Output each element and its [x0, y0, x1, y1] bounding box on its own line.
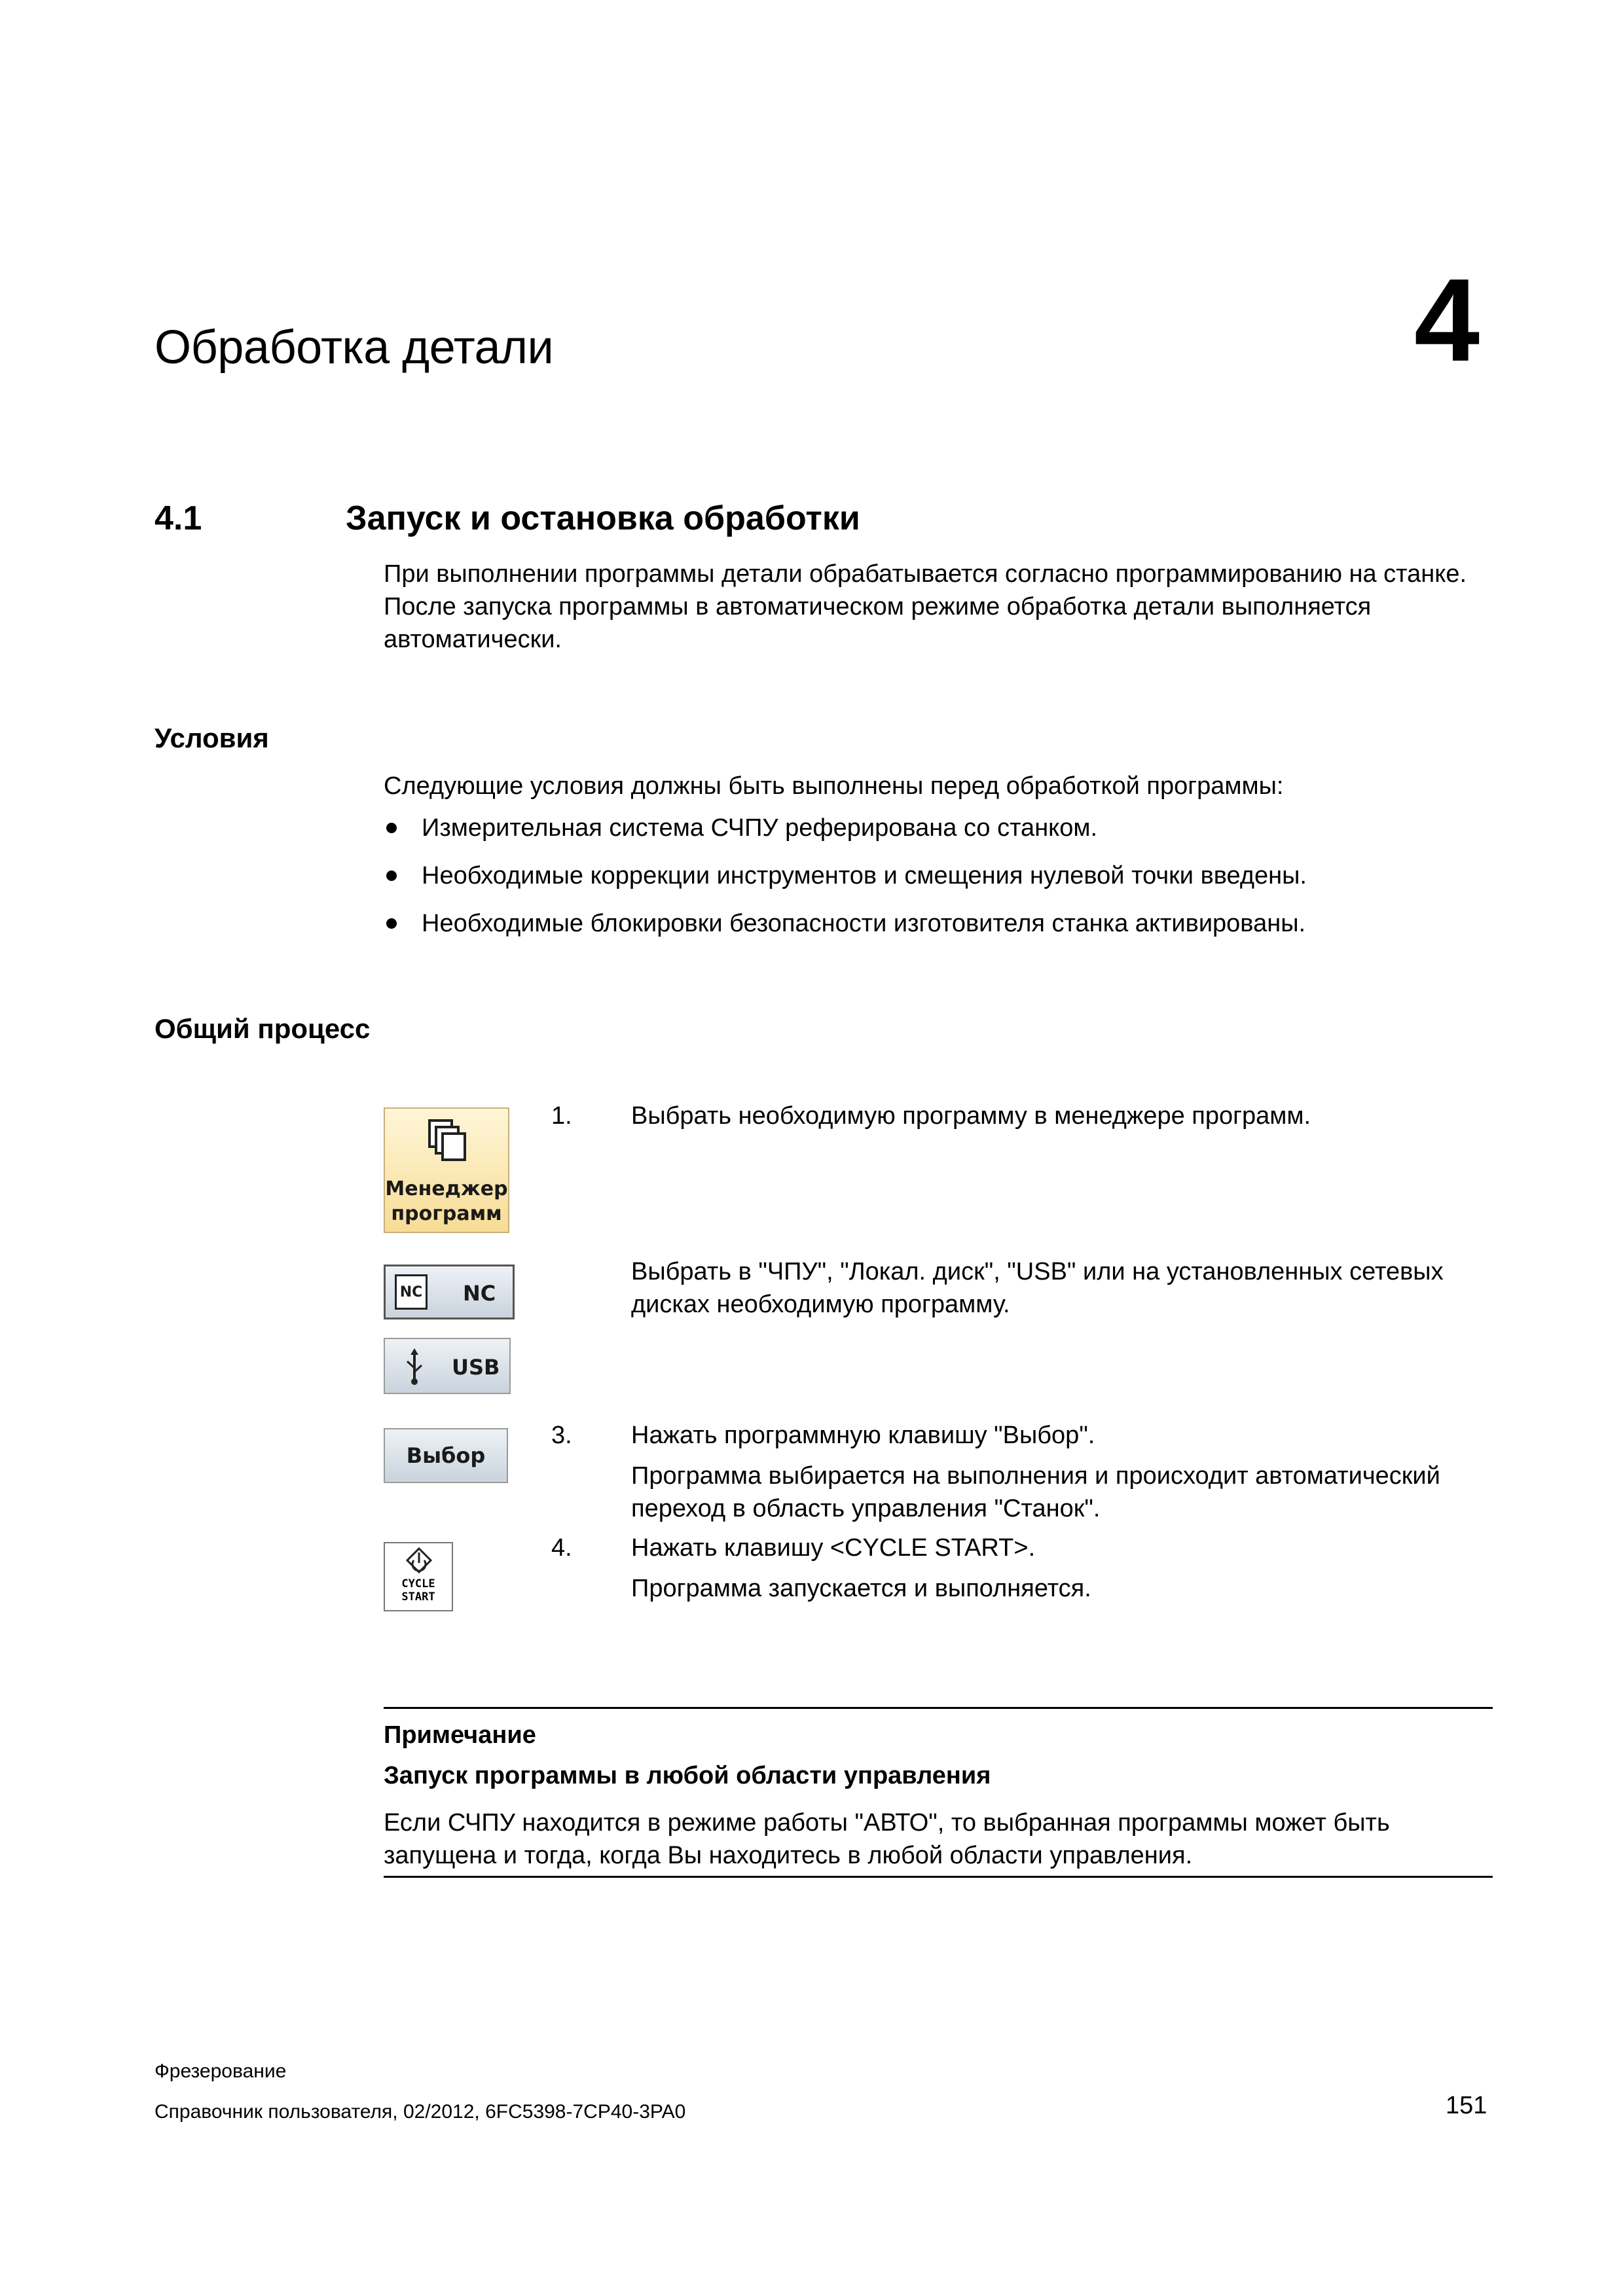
note-top-rule: [384, 1707, 1493, 1709]
select-softkey[interactable]: [384, 1428, 508, 1483]
chapter-number: 4: [1414, 255, 1480, 386]
usb-softkey[interactable]: [384, 1338, 511, 1394]
footer-product: Фрезерование: [155, 2060, 287, 2082]
intro-paragraph: При выполнении программы детали обрабатывается согласно программированию на станке. После запуска программы в автоматическом режиме обработка детали выполняется автоматически.: [384, 560, 1467, 653]
step-1-number: 1.: [551, 1102, 572, 1130]
cycle-start-key[interactable]: [384, 1542, 453, 1611]
list-item: Измерительная система СЧПУ реферирована со станком.: [384, 812, 1497, 844]
usb-label: USB: [452, 1355, 500, 1380]
section-number: 4.1: [155, 499, 202, 537]
usb-icon: [403, 1348, 426, 1385]
cycle-start-icon: [406, 1547, 432, 1573]
note-bottom-rule: [384, 1876, 1493, 1878]
step-3-number: 3.: [551, 1422, 572, 1449]
step-3-text: Нажать программную клавишу "Выбор".: [631, 1422, 1095, 1449]
conditions-list: [384, 812, 1497, 955]
step-1-text: Выбрать необходимую программу в менеджере программ.: [631, 1102, 1311, 1130]
conditions-lead: Следующие условия должны быть выполнены перед обработкой программы:: [384, 772, 1284, 800]
list-item: Необходимые коррекции инструментов и смещения нулевой точки введены.: [384, 859, 1497, 892]
step-4-detail: Программа запускается и выполняется.: [631, 1575, 1091, 1602]
nc-label: NC: [463, 1281, 496, 1306]
page-number: 151: [1446, 2092, 1487, 2119]
program-manager-icon: [427, 1118, 469, 1164]
select-label: Выбор: [406, 1443, 486, 1468]
note-body: Если СЧПУ находится в режиме работы "АВТО", то выбранная программы может быть запущена и тогда, когда Вы находитесь в любой области управления.: [384, 1809, 1390, 1869]
nc-drive-icon: [395, 1274, 428, 1310]
section-title: Запуск и остановка обработки: [346, 499, 860, 537]
step-3-detail: Программа выбирается на выполнения и происходит автоматический переход в область управления "Станок".: [631, 1462, 1440, 1522]
program-manager-label: Менеджер программ: [385, 1177, 508, 1225]
conditions-heading: Условия: [155, 723, 269, 753]
cycle-start-label: CYCLE START: [401, 1577, 435, 1604]
note-title: Примечание: [384, 1721, 536, 1749]
footer-document: Справочник пользователя, 02/2012, 6FC5398-7CP40-3PA0: [155, 2101, 686, 2123]
list-item: Необходимые блокировки безопасности изготовителя станка активированы.: [384, 907, 1497, 940]
program-manager-softkey[interactable]: [384, 1107, 509, 1233]
nc-softkey[interactable]: [384, 1265, 515, 1319]
process-heading: Общий процесс: [155, 1013, 371, 1044]
step-4-text: Нажать клавишу <CYCLE START>.: [631, 1534, 1036, 1562]
chapter-title: Обработка детали: [155, 321, 554, 374]
nc-drive-icon-text: NC: [399, 1283, 423, 1300]
note-subtitle: Запуск программы в любой области управления: [384, 1762, 991, 1789]
step-4-number: 4.: [551, 1534, 572, 1562]
step-2-text: Выбрать в "ЧПУ", "Локал. диск", "USB" или на установленных сетевых дисках необходимую программу.: [631, 1258, 1444, 1318]
